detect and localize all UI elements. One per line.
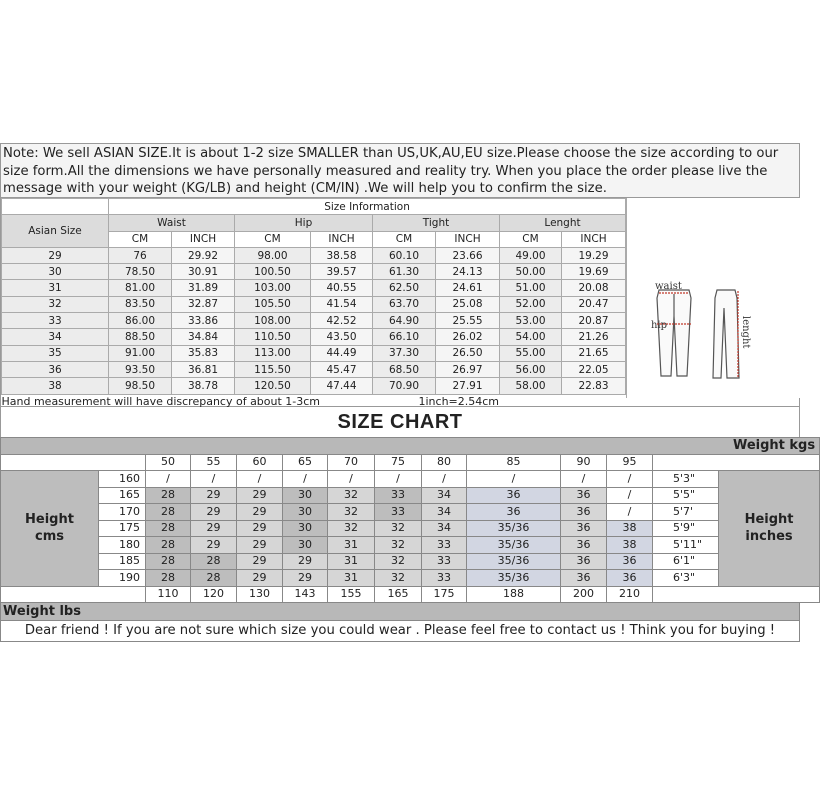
size-cell: 28 (146, 487, 191, 504)
measure-cell: 42.52 (311, 313, 373, 329)
height-cm-value: 180 (99, 537, 146, 554)
lbs-row (1, 586, 820, 603)
height-in-line2: inches (745, 529, 793, 545)
height-row (1, 504, 820, 521)
measure-cell: 25.08 (436, 296, 500, 312)
asian-size-cell: 34 (2, 329, 109, 345)
height-cm-value: 160 (99, 471, 146, 488)
size-cell: 28 (191, 570, 237, 587)
size-cell: 30 (283, 520, 328, 537)
height-in-value: 6'1" (653, 553, 719, 570)
lb-value: 130 (237, 586, 283, 603)
measure-cell: 108.00 (235, 313, 311, 329)
height-row (1, 553, 820, 570)
measure-cell: 98.50 (109, 378, 172, 394)
measure-cell: 26.50 (436, 345, 500, 361)
size-cell: 34 (422, 520, 467, 537)
height-cm-value: 165 (99, 487, 146, 504)
size-cell: 34 (422, 504, 467, 521)
measure-cell: 27.91 (436, 378, 500, 394)
lb-value: 155 (328, 586, 375, 603)
measure-cell: 29.92 (172, 247, 235, 263)
info-foot-row (2, 394, 626, 410)
measure-cell: 39.57 (311, 264, 373, 280)
size-information (0, 197, 800, 407)
measure-cell: 32.87 (172, 296, 235, 312)
size-cell: 34 (422, 487, 467, 504)
lb-value: 143 (283, 586, 328, 603)
measure-cell: 55.00 (500, 345, 562, 361)
measure-cell: 56.00 (500, 361, 562, 377)
size-information-table (1, 198, 626, 410)
info-row (2, 313, 626, 329)
kg-value: 60 (237, 454, 283, 471)
measure-cell: 61.30 (373, 264, 436, 280)
measure-cell: 54.00 (500, 329, 562, 345)
measure-cell: 100.50 (235, 264, 311, 280)
size-cell: 29 (191, 537, 237, 554)
size-cell: / (237, 471, 283, 488)
height-row (1, 520, 820, 537)
kg-value: 95 (607, 454, 653, 471)
group-header: Waist (109, 215, 235, 231)
kgs-row (1, 454, 820, 471)
size-cell: 35/36 (467, 553, 561, 570)
info-row (2, 378, 626, 394)
measure-cell: 45.47 (311, 361, 373, 377)
measure-cell: 37.30 (373, 345, 436, 361)
weight-lbs-label: Weight lbs (0, 603, 800, 621)
measure-cell: 68.50 (373, 361, 436, 377)
measure-cell: 60.10 (373, 247, 436, 263)
info-spacer (2, 199, 109, 215)
measure-cell: 81.00 (109, 280, 172, 296)
size-cell: 36 (467, 504, 561, 521)
size-cell: 30 (283, 537, 328, 554)
measure-cell: 31.89 (172, 280, 235, 296)
measure-cell: 110.50 (235, 329, 311, 345)
size-cell: 33 (422, 570, 467, 587)
size-cell: 28 (146, 537, 191, 554)
size-cell: 36 (561, 520, 607, 537)
size-cell: 31 (328, 537, 375, 554)
measure-cell: 35.83 (172, 345, 235, 361)
lb-value: 165 (375, 586, 422, 603)
measure-cell: 33.86 (172, 313, 235, 329)
measure-cell: 21.65 (562, 345, 626, 361)
measure-cell: 30.91 (172, 264, 235, 280)
size-guide (0, 143, 816, 642)
measure-cell: 63.70 (373, 296, 436, 312)
info-title: Size Information (109, 199, 626, 215)
measure-cell: 19.29 (562, 247, 626, 263)
unit-header: CM (235, 231, 311, 247)
size-chart-title: SIZE CHART (0, 407, 800, 437)
size-cell: 36 (561, 504, 607, 521)
size-cell: 32 (375, 570, 422, 587)
size-cell: 36 (467, 487, 561, 504)
size-cell: 29 (191, 504, 237, 521)
pants-diagram (627, 198, 800, 398)
measure-cell: 24.61 (436, 280, 500, 296)
height-cms-line2: cms (35, 529, 64, 545)
kg-value: 50 (146, 454, 191, 471)
size-cell: / (191, 471, 237, 488)
contact-message: Dear friend ! If you are not sure which size you could wear . Please feel free to contact us ! Think you for buying ! (0, 621, 800, 642)
measure-cell: 51.00 (500, 280, 562, 296)
size-cell: 32 (328, 520, 375, 537)
lbs-spacer (1, 586, 146, 603)
measure-cell: 40.55 (311, 280, 373, 296)
size-cell: 29 (283, 553, 328, 570)
size-cell: 33 (422, 537, 467, 554)
measure-cell: 49.00 (500, 247, 562, 263)
kg-value: 75 (375, 454, 422, 471)
size-cell: 31 (328, 553, 375, 570)
unit-header: INCH (311, 231, 373, 247)
group-header: Tight (373, 215, 500, 231)
size-note: Note: We sell ASIAN SIZE.It is about 1-2 size SMALLER than US,UK,AU,EU size.Please choose the size according to our size form.All the dimensions we have personally measured and reality try. When you place the order please live the message with your weight (KG/LB) and height (CM/IN) .We will help you to confirm the size. (0, 143, 800, 197)
measure-cell: 23.66 (436, 247, 500, 263)
measure-cell: 38.58 (311, 247, 373, 263)
measure-cell: 78.50 (109, 264, 172, 280)
size-cell: 31 (328, 570, 375, 587)
measure-cell: 43.50 (311, 329, 373, 345)
kgs-spacer-right (653, 454, 820, 471)
measure-cell: 53.00 (500, 313, 562, 329)
waist-label: waist (655, 281, 682, 292)
size-cell: 29 (237, 504, 283, 521)
height-in-value: 6'3" (653, 570, 719, 587)
size-cell: / (467, 471, 561, 488)
size-cell: 33 (375, 504, 422, 521)
pants-measurement-figure (626, 198, 800, 398)
measure-cell: 52.00 (500, 296, 562, 312)
height-cms-line1: Height (25, 512, 74, 528)
size-cell: 35/36 (467, 570, 561, 587)
size-cell: 29 (191, 520, 237, 537)
measure-cell: 20.87 (562, 313, 626, 329)
height-inches-label (719, 471, 820, 587)
info-row (2, 280, 626, 296)
asian-size-cell: 31 (2, 280, 109, 296)
kg-value: 90 (561, 454, 607, 471)
lb-value: 210 (607, 586, 653, 603)
size-cell: 28 (146, 520, 191, 537)
size-cell: / (607, 471, 653, 488)
height-in-value: 5'3" (653, 471, 719, 488)
measure-cell: 103.00 (235, 280, 311, 296)
unit-header: INCH (562, 231, 626, 247)
asian-size-header: Asian Size (2, 215, 109, 248)
size-cell: 29 (237, 537, 283, 554)
size-cell: 35/36 (467, 537, 561, 554)
measure-cell: 66.10 (373, 329, 436, 345)
measure-cell: 47.44 (311, 378, 373, 394)
lb-value: 120 (191, 586, 237, 603)
kgs-spacer (1, 454, 146, 471)
size-cell: 29 (191, 487, 237, 504)
info-row (2, 345, 626, 361)
lb-value: 110 (146, 586, 191, 603)
size-cell: / (146, 471, 191, 488)
measure-cell: 26.02 (436, 329, 500, 345)
size-cell: 33 (375, 487, 422, 504)
measure-cell: 91.00 (109, 345, 172, 361)
size-cell: 32 (375, 537, 422, 554)
measure-cell: 64.90 (373, 313, 436, 329)
height-row (1, 487, 820, 504)
height-in-value: 5'5" (653, 487, 719, 504)
measure-cell: 58.00 (500, 378, 562, 394)
group-header: Lenght (500, 215, 626, 231)
asian-size-cell: 29 (2, 247, 109, 263)
height-row (1, 570, 820, 587)
size-cell: 32 (375, 553, 422, 570)
asian-size-cell: 30 (2, 264, 109, 280)
unit-header: CM (500, 231, 562, 247)
measure-cell: 113.00 (235, 345, 311, 361)
size-cell: 36 (607, 553, 653, 570)
kg-value: 80 (422, 454, 467, 471)
measure-cell: 98.00 (235, 247, 311, 263)
size-cell: 32 (328, 487, 375, 504)
info-row (2, 247, 626, 263)
height-in-line1: Height (744, 512, 794, 528)
size-cell: 28 (191, 553, 237, 570)
kg-value: 55 (191, 454, 237, 471)
height-row (1, 537, 820, 554)
lb-value: 200 (561, 586, 607, 603)
measure-cell: 25.55 (436, 313, 500, 329)
measure-cell: 50.00 (500, 264, 562, 280)
size-cell: / (607, 487, 653, 504)
size-cell: 32 (375, 520, 422, 537)
asian-size-cell: 33 (2, 313, 109, 329)
measure-cell: 62.50 (373, 280, 436, 296)
size-cell: 36 (561, 553, 607, 570)
unit-header: CM (373, 231, 436, 247)
lb-value: 188 (467, 586, 561, 603)
measure-cell: 22.83 (562, 378, 626, 394)
size-cell: / (328, 471, 375, 488)
size-cell: 36 (561, 570, 607, 587)
height-in-value: 5'11" (653, 537, 719, 554)
size-cell: / (422, 471, 467, 488)
size-cell: 35/36 (467, 520, 561, 537)
measure-cell: 76 (109, 247, 172, 263)
size-cell: 36 (561, 537, 607, 554)
lbs-spacer-right (653, 586, 820, 603)
measure-cell: 44.49 (311, 345, 373, 361)
size-cell: / (375, 471, 422, 488)
size-cell: 29 (237, 487, 283, 504)
weight-kgs-label: Weight kgs (1, 438, 820, 455)
size-cell: / (561, 471, 607, 488)
height-cm-value: 185 (99, 553, 146, 570)
size-cell: 32 (328, 504, 375, 521)
measure-cell: 93.50 (109, 361, 172, 377)
lenght-label: lenght (740, 316, 751, 349)
size-chart-table (0, 437, 820, 603)
measure-cell: 36.81 (172, 361, 235, 377)
info-row (2, 296, 626, 312)
kg-value: 70 (328, 454, 375, 471)
asian-size-cell: 35 (2, 345, 109, 361)
measure-cell: 20.47 (562, 296, 626, 312)
kg-value: 65 (283, 454, 328, 471)
size-cell: / (607, 504, 653, 521)
hip-label: hip (651, 320, 668, 331)
measure-cell: 120.50 (235, 378, 311, 394)
asian-size-cell: 36 (2, 361, 109, 377)
size-cell: 38 (607, 520, 653, 537)
kg-value: 85 (467, 454, 561, 471)
asian-size-cell: 32 (2, 296, 109, 312)
measure-cell: 21.26 (562, 329, 626, 345)
measure-cell: 86.00 (109, 313, 172, 329)
measure-cell: 88.50 (109, 329, 172, 345)
info-title-row (2, 199, 626, 215)
lb-value: 175 (422, 586, 467, 603)
size-cell: 36 (607, 570, 653, 587)
measure-cell: 26.97 (436, 361, 500, 377)
height-cm-value: 190 (99, 570, 146, 587)
size-cell: 30 (283, 504, 328, 521)
unit-header: INCH (436, 231, 500, 247)
info-row (2, 264, 626, 280)
measure-cell: 24.13 (436, 264, 500, 280)
group-header: Hip (235, 215, 373, 231)
size-cell: 28 (146, 570, 191, 587)
size-cell: 38 (607, 537, 653, 554)
info-row (2, 329, 626, 345)
measure-cell: 20.08 (562, 280, 626, 296)
height-cm-value: 175 (99, 520, 146, 537)
info-group-row (2, 215, 626, 231)
weight-kgs-row (1, 438, 820, 455)
size-cell: 29 (237, 520, 283, 537)
unit-header: CM (109, 231, 172, 247)
unit-header: INCH (172, 231, 235, 247)
size-cell: 28 (146, 504, 191, 521)
size-cell: 30 (283, 487, 328, 504)
size-cell: 33 (422, 553, 467, 570)
measure-cell: 22.05 (562, 361, 626, 377)
measure-cell: 34.84 (172, 329, 235, 345)
measure-cell: 19.69 (562, 264, 626, 280)
size-cell: 29 (237, 570, 283, 587)
height-in-value: 5'9" (653, 520, 719, 537)
measure-cell: 115.50 (235, 361, 311, 377)
measure-cell: 70.90 (373, 378, 436, 394)
height-cms-label (1, 471, 99, 587)
size-cell: 28 (146, 553, 191, 570)
size-cell: 29 (237, 553, 283, 570)
size-cell: / (283, 471, 328, 488)
info-row (2, 361, 626, 377)
height-in-value: 5'7' (653, 504, 719, 521)
measure-cell: 105.50 (235, 296, 311, 312)
measure-cell: 41.54 (311, 296, 373, 312)
asian-size-cell: 38 (2, 378, 109, 394)
size-cell: 29 (283, 570, 328, 587)
size-cell: 36 (561, 487, 607, 504)
measurement-footnote: Hand measurement will have discrepancy of about 1-3cm (1, 395, 321, 409)
height-row (1, 471, 820, 488)
measure-cell: 83.50 (109, 296, 172, 312)
height-cm-value: 170 (99, 504, 146, 521)
measure-cell: 38.78 (172, 378, 235, 394)
conversion-note: 1inch=2.54cm (418, 395, 500, 409)
